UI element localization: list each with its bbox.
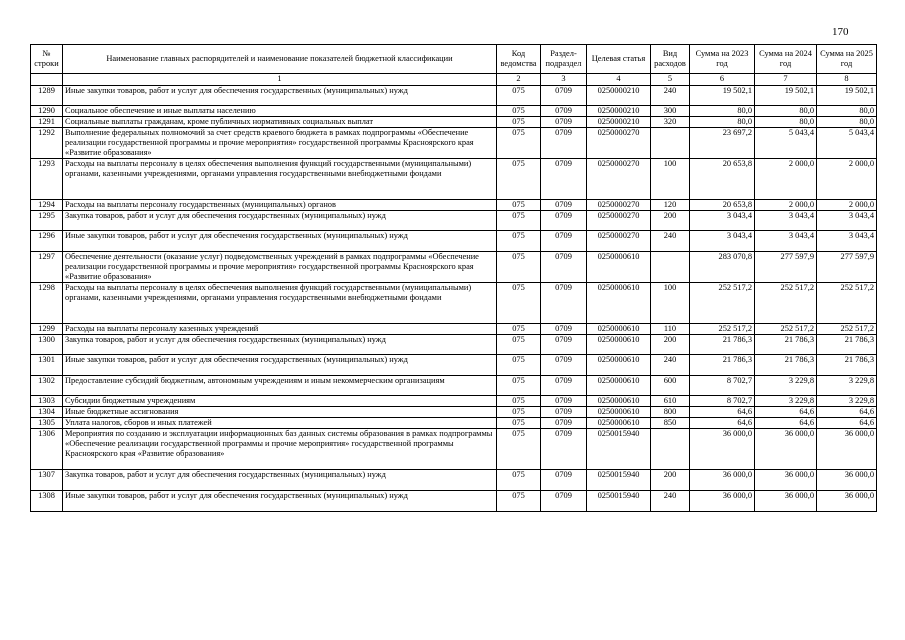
row-number: 1292 <box>31 127 63 158</box>
target-article: 0250000610 <box>587 282 651 323</box>
section-code: 0709 <box>541 395 587 406</box>
row-name: Мероприятия по созданию и эксплуатации информационных баз данных системы образования в рамках подпрограммы «Обеспечение реализации государственной программы и прочие мероприятия» государственной программы Красноярского края «Развитие образования» <box>63 428 497 469</box>
section-code: 0709 <box>541 490 587 511</box>
section-code: 0709 <box>541 116 587 127</box>
section-code: 0709 <box>541 334 587 354</box>
expense-kind: 850 <box>651 417 690 428</box>
row-name: Закупка товаров, работ и услуг для обеспечения государственных (муниципальных) нужд <box>63 210 497 230</box>
row-name: Закупка товаров, работ и услуг для обеспечения государственных (муниципальных) нужд <box>63 334 497 354</box>
department-code: 075 <box>497 334 541 354</box>
expense-kind: 200 <box>651 210 690 230</box>
sum-2024: 3 229,8 <box>755 395 817 406</box>
section-code: 0709 <box>541 354 587 375</box>
department-code: 075 <box>497 323 541 334</box>
header-expense-kind: Вид расходов <box>651 45 690 74</box>
sum-2025: 3 043,4 <box>817 210 877 230</box>
sum-2024: 64,6 <box>755 417 817 428</box>
expense-kind: 240 <box>651 85 690 105</box>
sum-2025: 3 229,8 <box>817 395 877 406</box>
row-name: Иные закупки товаров, работ и услуг для обеспечения государственных (муниципальных) нужд <box>63 85 497 105</box>
department-code: 075 <box>497 158 541 199</box>
row-number: 1294 <box>31 199 63 210</box>
sum-2023: 36 000,0 <box>690 428 755 469</box>
sum-2025: 80,0 <box>817 105 877 116</box>
header-row <box>31 45 877 74</box>
row-number: 1307 <box>31 469 63 490</box>
sum-2024: 21 786,3 <box>755 334 817 354</box>
target-article: 0250000270 <box>587 158 651 199</box>
section-code: 0709 <box>541 85 587 105</box>
header-row-number: № строки <box>31 45 63 74</box>
expense-kind: 120 <box>651 199 690 210</box>
sum-2023: 64,6 <box>690 406 755 417</box>
target-article: 0250000210 <box>587 116 651 127</box>
sum-2025: 2 000,0 <box>817 199 877 210</box>
table-row <box>31 354 877 375</box>
row-number: 1298 <box>31 282 63 323</box>
sum-2024: 36 000,0 <box>755 469 817 490</box>
row-number: 1305 <box>31 417 63 428</box>
row-number: 1290 <box>31 105 63 116</box>
column-number: 2 <box>497 74 541 86</box>
table-row <box>31 375 877 395</box>
department-code: 075 <box>497 354 541 375</box>
table-row <box>31 282 877 323</box>
expense-kind <box>651 251 690 282</box>
column-number: 8 <box>817 74 877 86</box>
department-code: 075 <box>497 127 541 158</box>
target-article: 0250000610 <box>587 251 651 282</box>
header-section: Раздел-подраздел <box>541 45 587 74</box>
row-number: 1302 <box>31 375 63 395</box>
department-code: 075 <box>497 116 541 127</box>
target-article: 0250015940 <box>587 490 651 511</box>
table-row <box>31 116 877 127</box>
sum-2023: 3 043,4 <box>690 210 755 230</box>
sum-2025: 3 229,8 <box>817 375 877 395</box>
sum-2023: 252 517,2 <box>690 323 755 334</box>
sum-2024: 64,6 <box>755 406 817 417</box>
expense-kind <box>651 428 690 469</box>
sum-2023: 3 043,4 <box>690 230 755 251</box>
section-code: 0709 <box>541 230 587 251</box>
target-article: 0250000610 <box>587 334 651 354</box>
row-number: 1291 <box>31 116 63 127</box>
section-code: 0709 <box>541 158 587 199</box>
page-number: 170 <box>832 26 849 38</box>
table-row <box>31 251 877 282</box>
sum-2024: 2 000,0 <box>755 199 817 210</box>
column-number: 7 <box>755 74 817 86</box>
expense-kind: 200 <box>651 334 690 354</box>
target-article: 0250000610 <box>587 395 651 406</box>
section-code: 0709 <box>541 323 587 334</box>
row-number: 1300 <box>31 334 63 354</box>
sum-2023: 64,6 <box>690 417 755 428</box>
sum-2023: 252 517,2 <box>690 282 755 323</box>
sum-2023: 283 070,8 <box>690 251 755 282</box>
expense-kind <box>651 127 690 158</box>
header-sum-2024: Сумма на 2024 год <box>755 45 817 74</box>
section-code: 0709 <box>541 210 587 230</box>
row-name: Расходы на выплаты персоналу в целях обеспечения выполнения функций государственными (муниципальными) органами, казенными учреждениями, органами управления государственными внебюджетными фондами <box>63 282 497 323</box>
sum-2023: 8 702,7 <box>690 395 755 406</box>
sum-2024: 3 229,8 <box>755 375 817 395</box>
column-number: 1 <box>63 74 497 86</box>
expense-kind: 240 <box>651 230 690 251</box>
row-name: Расходы на выплаты персоналу казенных учреждений <box>63 323 497 334</box>
sum-2023: 20 653,8 <box>690 158 755 199</box>
department-code: 075 <box>497 490 541 511</box>
table-row <box>31 158 877 199</box>
sum-2023: 80,0 <box>690 105 755 116</box>
target-article: 0250000610 <box>587 323 651 334</box>
expense-kind: 610 <box>651 395 690 406</box>
target-article: 0250000610 <box>587 417 651 428</box>
target-article: 0250000270 <box>587 199 651 210</box>
expense-kind: 800 <box>651 406 690 417</box>
column-number: 3 <box>541 74 587 86</box>
department-code: 075 <box>497 210 541 230</box>
sum-2025: 19 502,1 <box>817 85 877 105</box>
sum-2023: 19 502,1 <box>690 85 755 105</box>
sum-2024: 36 000,0 <box>755 428 817 469</box>
sum-2023: 21 786,3 <box>690 354 755 375</box>
header-target-article: Целевая статья <box>587 45 651 74</box>
column-number <box>31 74 63 86</box>
row-name: Иные закупки товаров, работ и услуг для обеспечения государственных (муниципальных) нужд <box>63 354 497 375</box>
target-article: 0250000210 <box>587 105 651 116</box>
row-name: Социальные выплаты гражданам, кроме публичных нормативных социальных выплат <box>63 116 497 127</box>
row-number: 1306 <box>31 428 63 469</box>
sum-2025: 36 000,0 <box>817 469 877 490</box>
section-code: 0709 <box>541 428 587 469</box>
sum-2025: 21 786,3 <box>817 354 877 375</box>
table-row <box>31 417 877 428</box>
section-code: 0709 <box>541 251 587 282</box>
column-number: 5 <box>651 74 690 86</box>
section-code: 0709 <box>541 105 587 116</box>
sum-2024: 277 597,9 <box>755 251 817 282</box>
department-code: 075 <box>497 375 541 395</box>
row-number: 1308 <box>31 490 63 511</box>
table-row <box>31 199 877 210</box>
section-code: 0709 <box>541 406 587 417</box>
target-article: 0250000210 <box>587 85 651 105</box>
department-code: 075 <box>497 417 541 428</box>
row-number: 1297 <box>31 251 63 282</box>
row-name: Иные бюджетные ассигнования <box>63 406 497 417</box>
expense-kind: 300 <box>651 105 690 116</box>
row-number: 1289 <box>31 85 63 105</box>
target-article: 0250000270 <box>587 127 651 158</box>
row-name: Закупка товаров, работ и услуг для обеспечения государственных (муниципальных) нужд <box>63 469 497 490</box>
sum-2025: 252 517,2 <box>817 323 877 334</box>
sum-2024: 2 000,0 <box>755 158 817 199</box>
expense-kind: 200 <box>651 469 690 490</box>
department-code: 075 <box>497 199 541 210</box>
sum-2024: 80,0 <box>755 105 817 116</box>
row-name: Расходы на выплаты персоналу государственных (муниципальных) органов <box>63 199 497 210</box>
department-code: 075 <box>497 469 541 490</box>
row-number: 1293 <box>31 158 63 199</box>
column-number: 6 <box>690 74 755 86</box>
sum-2024: 252 517,2 <box>755 282 817 323</box>
expense-kind: 240 <box>651 354 690 375</box>
table-body <box>31 85 877 511</box>
department-code: 075 <box>497 395 541 406</box>
expense-kind: 600 <box>651 375 690 395</box>
sum-2025: 21 786,3 <box>817 334 877 354</box>
table-row <box>31 395 877 406</box>
target-article: 0250000270 <box>587 210 651 230</box>
row-number: 1303 <box>31 395 63 406</box>
sum-2024: 252 517,2 <box>755 323 817 334</box>
section-code: 0709 <box>541 282 587 323</box>
target-article: 0250015940 <box>587 469 651 490</box>
sum-2025: 277 597,9 <box>817 251 877 282</box>
sum-2023: 20 653,8 <box>690 199 755 210</box>
department-code: 075 <box>497 428 541 469</box>
target-article: 0250015940 <box>587 428 651 469</box>
sum-2023: 36 000,0 <box>690 469 755 490</box>
section-code: 0709 <box>541 127 587 158</box>
department-code: 075 <box>497 85 541 105</box>
row-name: Субсидии бюджетным учреждениям <box>63 395 497 406</box>
table-row <box>31 230 877 251</box>
sum-2024: 36 000,0 <box>755 490 817 511</box>
target-article: 0250000610 <box>587 406 651 417</box>
target-article: 0250000270 <box>587 230 651 251</box>
sum-2023: 21 786,3 <box>690 334 755 354</box>
table-row <box>31 428 877 469</box>
department-code: 075 <box>497 282 541 323</box>
row-name: Выполнение федеральных полномочий за счет средств краевого бюджета в рамках подпрограммы «Обеспечение реализации государственной программы и прочие мероприятия» государственной программы Красноярского края «Развитие образования» <box>63 127 497 158</box>
target-article: 0250000610 <box>587 354 651 375</box>
sum-2024: 3 043,4 <box>755 230 817 251</box>
sum-2024: 21 786,3 <box>755 354 817 375</box>
row-number: 1299 <box>31 323 63 334</box>
sum-2025: 36 000,0 <box>817 428 877 469</box>
sum-2023: 8 702,7 <box>690 375 755 395</box>
header-name: Наименование главных распорядителей и наименование показателей бюджетной классификации <box>63 45 497 74</box>
sum-2025: 64,6 <box>817 406 877 417</box>
department-code: 075 <box>497 251 541 282</box>
department-code: 075 <box>497 230 541 251</box>
expense-kind: 240 <box>651 490 690 511</box>
sum-2023: 36 000,0 <box>690 490 755 511</box>
table-row <box>31 85 877 105</box>
expense-kind: 110 <box>651 323 690 334</box>
sum-2024: 19 502,1 <box>755 85 817 105</box>
table-row <box>31 334 877 354</box>
sum-2025: 5 043,4 <box>817 127 877 158</box>
sum-2025: 80,0 <box>817 116 877 127</box>
sum-2025: 252 517,2 <box>817 282 877 323</box>
row-name: Уплата налогов, сборов и иных платежей <box>63 417 497 428</box>
table-row <box>31 105 877 116</box>
row-number: 1295 <box>31 210 63 230</box>
header-sum-2025: Сумма на 2025 год <box>817 45 877 74</box>
table-row <box>31 490 877 511</box>
expense-kind: 100 <box>651 158 690 199</box>
row-name: Обеспечение деятельности (оказание услуг) подведомственных учреждений в рамках подпрограммы «Обеспечение реализации государственной программы и прочие мероприятия» государственной программы Красноярского края «Развитие образования» <box>63 251 497 282</box>
section-code: 0709 <box>541 469 587 490</box>
header-department-code: Код ведомства <box>497 45 541 74</box>
expense-kind: 320 <box>651 116 690 127</box>
column-number-row <box>31 74 877 86</box>
table-row <box>31 323 877 334</box>
budget-table <box>30 44 877 512</box>
sum-2024: 5 043,4 <box>755 127 817 158</box>
row-number: 1296 <box>31 230 63 251</box>
row-name: Расходы на выплаты персоналу в целях обеспечения выполнения функций государственными (муниципальными) органами, казенными учреждениями, органами управления государственными внебюджетными фондами <box>63 158 497 199</box>
sum-2024: 3 043,4 <box>755 210 817 230</box>
row-number: 1301 <box>31 354 63 375</box>
row-name: Предоставление субсидий бюджетным, автономным учреждениям и иным некоммерческим организациям <box>63 375 497 395</box>
row-number: 1304 <box>31 406 63 417</box>
sum-2025: 36 000,0 <box>817 490 877 511</box>
column-number: 4 <box>587 74 651 86</box>
sum-2023: 23 697,2 <box>690 127 755 158</box>
header-sum-2023: Сумма на 2023 год <box>690 45 755 74</box>
sum-2025: 2 000,0 <box>817 158 877 199</box>
table-row <box>31 406 877 417</box>
section-code: 0709 <box>541 417 587 428</box>
row-name: Социальное обеспечение и иные выплаты населению <box>63 105 497 116</box>
section-code: 0709 <box>541 199 587 210</box>
table-row <box>31 210 877 230</box>
sum-2024: 80,0 <box>755 116 817 127</box>
sum-2023: 80,0 <box>690 116 755 127</box>
target-article: 0250000610 <box>587 375 651 395</box>
table-row <box>31 127 877 158</box>
row-name: Иные закупки товаров, работ и услуг для обеспечения государственных (муниципальных) нужд <box>63 490 497 511</box>
table-row <box>31 469 877 490</box>
sum-2025: 64,6 <box>817 417 877 428</box>
expense-kind: 100 <box>651 282 690 323</box>
section-code: 0709 <box>541 375 587 395</box>
department-code: 075 <box>497 105 541 116</box>
sum-2025: 3 043,4 <box>817 230 877 251</box>
row-name: Иные закупки товаров, работ и услуг для обеспечения государственных (муниципальных) нужд <box>63 230 497 251</box>
department-code: 075 <box>497 406 541 417</box>
